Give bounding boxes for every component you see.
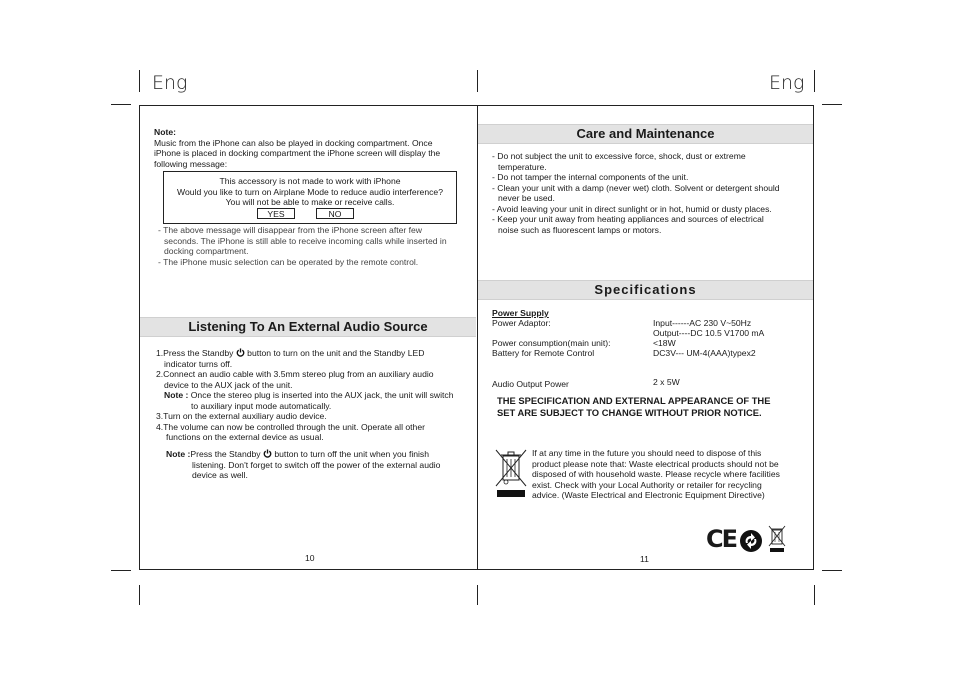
audio-output-label: Audio Output Power <box>492 379 569 389</box>
step-1: 1.Press the Standby button to turn on the unit and the Standby LED <box>156 348 425 358</box>
step-1-cont: indicator turns off. <box>164 358 233 369</box>
list-item: - Keep your unit away from heating appliances and sources of electrical <box>492 214 764 224</box>
note-label: Note : <box>166 449 191 459</box>
crop-mark-center-top <box>477 70 478 92</box>
message-line: This accessory is not made to work with iPhone <box>219 176 401 186</box>
message-line: Would you like to turn on Airplane Mode to reduce audio interference? <box>177 186 443 197</box>
power-supply-heading: Power Supply <box>492 308 549 318</box>
green-dot-recycle-icon <box>739 529 763 553</box>
audio-output-value: 2 x 5W <box>653 377 680 387</box>
list-item: - Do not subject the unit to excessive force, shock, dust or extreme <box>492 151 746 161</box>
crop-mark-br <box>822 570 842 571</box>
list-item: - The above message will disappear from the iPhone screen after few seconds. The iPhone is still able to receive incoming calls while inserted in docking compartment. <box>158 225 447 256</box>
page-number-left: 10 <box>305 553 315 563</box>
battery-label: Battery for Remote Control <box>492 348 595 358</box>
page-divider <box>477 105 478 570</box>
section-title-care: Care and Maintenance <box>478 124 813 144</box>
step-2-cont: device to the AUX jack of the unit. <box>164 379 293 390</box>
step-4: 4.The volume can now be controlled through the unit. Operate all other <box>156 421 425 432</box>
crop-mark-bl <box>111 570 131 571</box>
step-3: 3.Turn on the external auxiliary audio device. <box>156 411 327 421</box>
step-2: 2.Connect an audio cable with 3.5mm stereo plug from an auxiliary audio <box>156 369 434 379</box>
crop-mark-right-top <box>814 70 815 92</box>
list-item: - Do not tamper the internal components of the unit. <box>492 172 689 182</box>
note-title: Note: <box>154 127 176 137</box>
consumption-label: Power consumption(main unit): <box>492 338 611 348</box>
no-button: NO <box>316 208 354 219</box>
adaptor-label: Power Adaptor: <box>492 318 551 328</box>
crop-mark-center-bottom <box>477 585 478 605</box>
section-title-specifications: Specifications <box>478 280 813 300</box>
standby-note: Note :Press the Standby button to turn off the unit when you finish listening. Don't forget to switch off the power of the external audio device as well. <box>166 449 441 480</box>
step-2-note-cont: to auxiliary input mode automatically. <box>191 400 332 411</box>
crop-mark-left-top <box>139 70 140 92</box>
message-line: You will not be able to make or receive calls. <box>225 197 395 207</box>
crossed-bin-icon <box>495 448 527 500</box>
list-item-cont: noise such as fluorescent lamps or motors. <box>498 224 662 235</box>
weee-notice: If at any time in the future you should need to dispose of this product please note that: Waste electrical products should not be disposed of with household waste. Please recycle where facilities exist. Check with your Local Authority or retailer for recycling advice. (Waste Electrical and Electronic Equipment Directive) <box>532 448 780 500</box>
power-icon <box>236 348 245 357</box>
list-item-cont: temperature. <box>498 161 547 172</box>
ce-mark-icon: CE <box>706 525 737 553</box>
list-item-cont: never be used. <box>498 193 555 203</box>
care-list <box>492 151 802 235</box>
yes-button: YES <box>257 208 295 219</box>
crop-mark-left-bottom <box>139 585 140 605</box>
adaptor-output: Output----DC 10.5 V1700 mA <box>653 328 765 338</box>
language-label-right: Eng <box>769 72 805 94</box>
list-item: - The iPhone music selection can be operated by the remote control. <box>158 256 419 267</box>
steps-list <box>156 348 474 443</box>
list-item: - Clean your unit with a damp (never wet) cloth. Solvent or detergent should <box>492 182 780 193</box>
note-line: Music from the iPhone can also be played in docking compartment. Once <box>154 137 433 148</box>
language-label-left: Eng <box>152 72 188 94</box>
power-icon <box>263 449 272 458</box>
crop-mark-tl <box>111 104 131 105</box>
step-2-note: Note : Once the stereo plug is inserted into the AUX jack, the unit will switch <box>164 390 454 400</box>
change-notice: THE SPECIFICATION AND EXTERNAL APPEARANCE OF THE SET ARE SUBJECT TO CHANGE WITHOUT PRIOR NOTICE. <box>497 395 771 418</box>
after-box-notes <box>158 225 468 267</box>
note-line: iPhone is placed in docking compartment the iPhone screen will display the <box>154 148 441 158</box>
consumption-value: <18W <box>653 338 676 348</box>
adaptor-input: Input------AC 230 V~50Hz <box>653 318 752 328</box>
crop-mark-right-bottom <box>814 585 815 605</box>
small-crossed-bin-icon <box>768 525 786 553</box>
battery-value: DC3V--- UM-4(AAA)typex2 <box>653 348 756 358</box>
left-note <box>154 127 464 169</box>
crop-mark-tr <box>822 104 842 105</box>
page-number-right: 11 <box>640 554 649 564</box>
iphone-message-box <box>163 171 457 224</box>
step-4-cont: functions on the external device as usual. <box>166 432 324 442</box>
note-line: following message: <box>154 158 228 169</box>
list-item: - Avoid leaving your unit in direct sunlight or in hot, humid or dusty places. <box>492 203 772 214</box>
section-title-external-audio: Listening To An External Audio Source <box>140 317 476 337</box>
